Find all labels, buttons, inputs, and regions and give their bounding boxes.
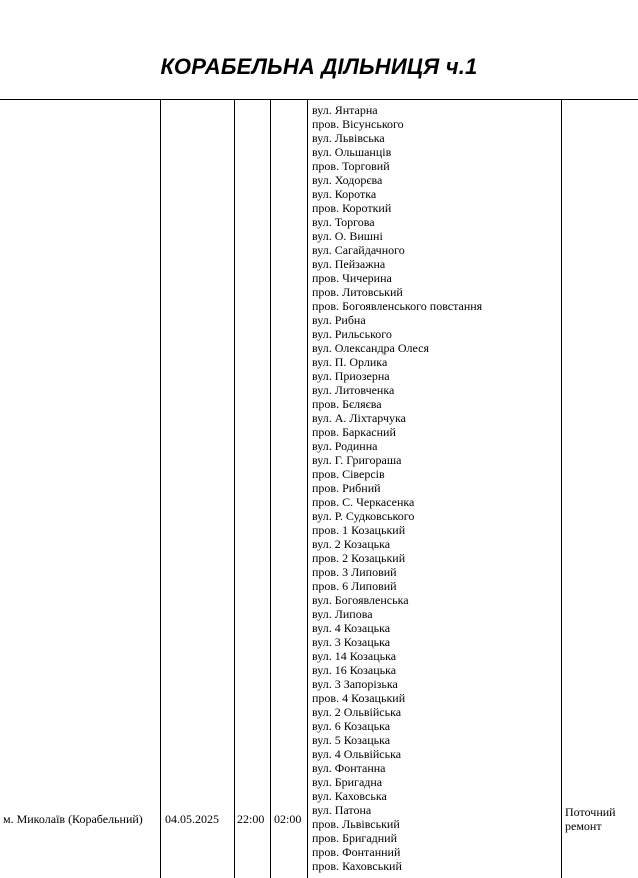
street-item: вул. 2 Козацька <box>312 537 391 551</box>
street-item: вул. Львівська <box>312 131 385 145</box>
street-item: вул. Приозерна <box>312 369 390 383</box>
street-item: вул. 5 Козацька <box>312 733 391 747</box>
street-item: пров. Бєляєва <box>312 397 382 411</box>
street-item: вул. 3 Козацька <box>312 635 391 649</box>
street-list <box>312 103 482 873</box>
street-item: вул. 6 Козацька <box>312 719 391 733</box>
street-item: вул. 3 Запорізька <box>312 677 398 691</box>
street-item: вул. Рильського <box>312 327 392 341</box>
street-item: вул. 16 Козацька <box>312 663 397 677</box>
time-start-cell: 22:00 <box>237 812 265 826</box>
street-item: вул. 4 Ольвійська <box>312 747 402 761</box>
street-item: вул. Фонтанна <box>312 761 386 775</box>
street-item: пров. Фонтанний <box>312 845 401 859</box>
location-cell: м. Миколаїв (Корабельний) <box>3 812 143 826</box>
street-item: вул. Патона <box>312 803 372 817</box>
street-item: вул. Торгова <box>312 215 375 229</box>
street-item: пров. Львівський <box>312 817 400 831</box>
street-item: пров. Короткий <box>312 201 392 215</box>
street-item: вул. Родинна <box>312 439 378 453</box>
column-divider <box>160 100 161 878</box>
column-divider <box>561 100 562 878</box>
street-item: вул. Бригадна <box>312 775 383 789</box>
street-item: вул. Олександра Олеся <box>312 341 430 355</box>
street-item: вул. А. Ліхтарчука <box>312 411 406 425</box>
street-item: вул. Литовченка <box>312 383 395 397</box>
street-item: вул. О. Вишні <box>312 229 383 243</box>
street-item: вул. 4 Козацька <box>312 621 391 635</box>
street-item: вул. Пейзажна <box>312 257 386 271</box>
date-cell: 04.05.2025 <box>165 812 219 826</box>
street-item: вул. 14 Козацька <box>312 649 397 663</box>
column-divider <box>234 100 235 878</box>
street-item: пров. Каховський <box>312 859 402 873</box>
street-item: вул. П. Орлика <box>312 355 388 369</box>
street-item: пров. 2 Козацький <box>312 551 406 565</box>
street-item: пров. 4 Козацький <box>312 691 406 705</box>
street-item: пров. Торговий <box>312 159 390 173</box>
street-item: пров. Литовський <box>312 285 403 299</box>
street-item: пров. Бригадний <box>312 831 398 845</box>
street-item: пров. Вісунського <box>312 117 404 131</box>
street-item: вул. Ольшанців <box>312 145 392 159</box>
column-divider <box>270 100 271 878</box>
street-item: вул. Липова <box>312 607 373 621</box>
street-item: вул. Г. Григораша <box>312 453 402 467</box>
column-divider <box>307 100 308 878</box>
street-item: вул. Богоявленська <box>312 593 409 607</box>
street-item: пров. 6 Липовий <box>312 579 397 593</box>
street-item: пров. 3 Липовий <box>312 565 397 579</box>
street-item: вул. Коротка <box>312 187 377 201</box>
street-item: вул. Р. Судковського <box>312 509 415 523</box>
street-item: пров. С. Черкасенка <box>312 495 415 509</box>
page-title: КОРАБЕЛЬНА ДІЛЬНИЦЯ ч.1 <box>160 54 478 79</box>
work-type-line2: ремонт <box>565 819 602 833</box>
street-item: вул. Каховська <box>312 789 387 803</box>
street-item: вул. Сагайдачного <box>312 243 405 257</box>
street-item: пров. Сіверсів <box>312 467 385 481</box>
street-item: вул. 2 Ольвійська <box>312 705 402 719</box>
street-item: пров. Чичерина <box>312 271 392 285</box>
street-item: пров. 1 Козацький <box>312 523 406 537</box>
street-item: пров. Баркасний <box>312 425 396 439</box>
street-item: пров. Богоявленського повстання <box>312 299 483 313</box>
time-end-cell: 02:00 <box>274 812 302 826</box>
street-item: вул. Янтарна <box>312 103 378 117</box>
street-item: вул. Ходорєва <box>312 173 383 187</box>
street-item: вул. Рибна <box>312 313 366 327</box>
street-item: пров. Рибний <box>312 481 381 495</box>
work-type-line1: Поточний <box>565 805 616 819</box>
schedule-table <box>0 99 638 878</box>
